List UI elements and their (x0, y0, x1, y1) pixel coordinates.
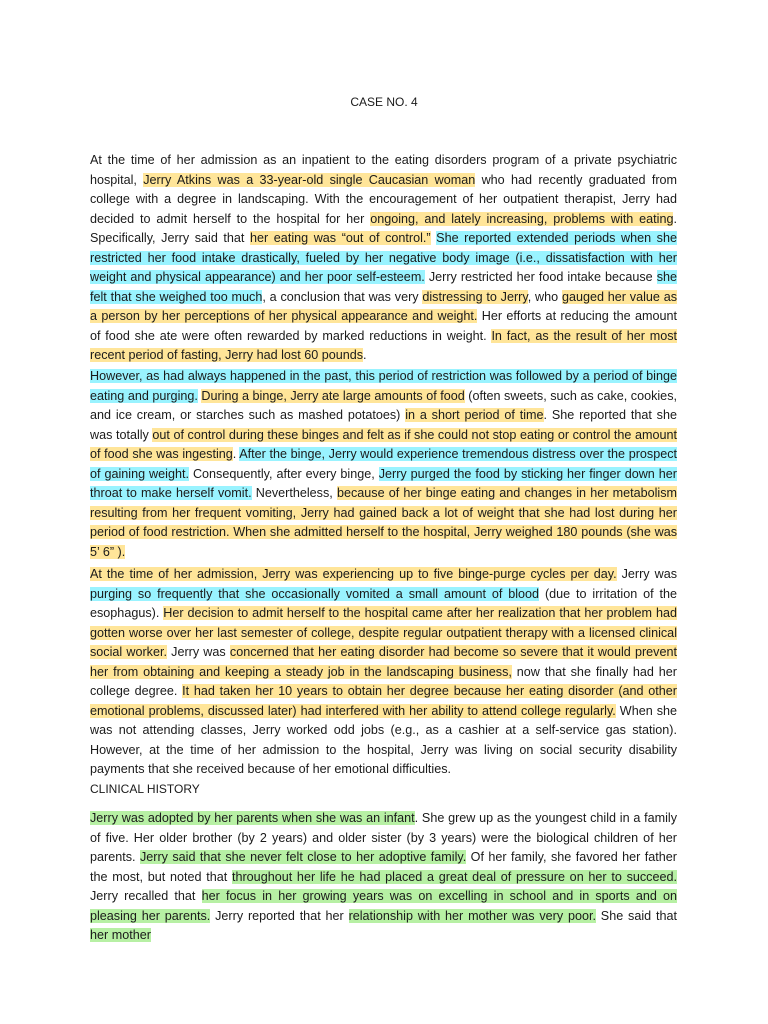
highlight-blue: purging so frequently that she occasionally vomited a small amount of blood (90, 586, 540, 601)
highlight-yellow: in a short period of time (405, 408, 544, 422)
text-run: now that she finally had her college degree. (90, 664, 677, 698)
paragraph (90, 565, 677, 780)
text-run: Jerry reported that her (210, 908, 349, 923)
text-run: , who (527, 289, 562, 304)
text-run: Jerry was (166, 645, 230, 659)
text-run: Consequently, after every binge, (188, 466, 379, 481)
highlight-yellow: In fact, as the result of her most recent period of fasting, Jerry had lost 60 pounds (90, 328, 677, 362)
text-run: When she was not attending classes, Jerry worked odd jobs (e.g., as a cashier at a self-service gas station). However, at the time of her admission to the hospital, Jerry was living on social security disability payments that she received because of her emotional difficulties. (90, 703, 678, 776)
highlight-blue: Jerry purged the food by sticking her finger down her throat to make herself vomit. (90, 466, 677, 500)
text-run: Jerry restricted her food intake because (424, 270, 657, 284)
highlight-green: relationship with her mother was very poor. (348, 908, 596, 923)
highlight-yellow: At the time of her admission, Jerry was experiencing up to five binge-purge cycles per day. (90, 567, 617, 581)
text-run: (due to irritation of the esophagus). (90, 586, 677, 620)
highlight-yellow: concerned that her eating disorder had become so severe that it would prevent her from obtaining and keeping a steady job in the landscaping business, (90, 645, 677, 679)
highlight-green: her mother (90, 928, 151, 942)
text-run: She said that (595, 908, 677, 923)
text-run: (often sweets, such as cake, cookies, and ice cream, or starches such as mashed potatoes) (90, 388, 677, 422)
text-run: Of her family, she favored her father the most, but noted that (90, 850, 677, 884)
text-run: . (232, 447, 240, 461)
text-run: Jerry recalled that (90, 889, 202, 903)
text-run: At the time of her admission as an inpatient to the eating disorders program of a private psychiatric hospital, (90, 153, 677, 187)
highlight-blue: However, as had always happened in the past, this period of restriction was followed by a period of binge eating and purging. (90, 369, 677, 403)
text-run: . She grew up as the youngest child in a family of five. Her older brother (by 2 years) and older sister (by 3 years) were the biological children of her parents. (90, 811, 677, 864)
highlight-green: her focus in her growing years was on excelling in school and in sports and on pleasing her parents. (90, 889, 677, 923)
text-run: . (363, 348, 367, 362)
text-run: . Specifically, Jerry said that (90, 211, 677, 245)
case-title: CASE NO. 4 (350, 95, 418, 109)
highlight-yellow: out of control during these binges and felt as if she could not stop eating or control the amount of food she was ingesting (90, 427, 677, 461)
highlight-yellow: Her decision to admit herself to the hospital came after her realization that her problem had gotten worse over her last semester of college, despite regular outpatient therapy with a licensed clinical social worker. (90, 606, 677, 659)
highlight-green: Jerry was adopted by her parents when she was an infant (90, 811, 415, 825)
highlight-yellow: It had taken her 10 years to obtain her degree because her eating disorder (and other emotional problems, discussed later) had interfered with her ability to attend college regularly. (90, 684, 677, 718)
text-run: . She reported that she was totally (90, 408, 677, 442)
highlight-yellow: distressing to Jerry (422, 289, 528, 304)
paragraph (90, 367, 677, 562)
paragraph (90, 809, 677, 946)
highlight-yellow: her eating was “out of control.” (250, 231, 431, 245)
highlight-yellow: gauged her value as a person by her perceptions of her physical appearance and weight. (90, 289, 677, 323)
highlight-blue: she felt that she weighed too much (90, 270, 677, 304)
paragraph (90, 151, 677, 366)
highlight-yellow: Jerry Atkins was a 33-year-old single Caucasian woman (143, 172, 476, 187)
highlight-yellow: During a binge, Jerry ate large amounts of food (201, 388, 465, 403)
highlight-green: Jerry said that she never felt close to her adoptive family. (139, 850, 467, 864)
highlight-green: throughout her life he had placed a great deal of pressure on her to succeed. (231, 869, 677, 884)
highlight-yellow: ongoing, and lately increasing, problems with eating (370, 211, 674, 226)
highlight-blue: After the binge, Jerry would experience tremendous distress over the prospect of gaining weight. (90, 447, 677, 481)
text-run: , a conclusion that was very (262, 289, 423, 304)
text-run: Jerry was (616, 567, 677, 581)
text-run: who had recently graduated from college with a degree in landscaping. With the encouragement of her outpatient therapist, Jerry had decided to admit herself to the hospital for her (90, 172, 678, 226)
section-heading: CLINICAL HISTORY (90, 782, 200, 796)
highlight-blue: She reported extended periods when she restricted her food intake drastically, fueled by her negative body image (i.e., dissatisfaction with her weight and physical appearance) and her poor self-esteem. (90, 231, 677, 284)
text-run: Nevertheless, (251, 486, 337, 500)
text-run: Her efforts at reducing the amount of food she ate were often rewarded by marked reductions in weight. (90, 309, 677, 343)
highlight-yellow: because of her binge eating and changes in her metabolism resulting from her frequent vomiting, Jerry had gained back a lot of weight that she had lost during her period of food restriction. When she admitted herself to the hospital, Jerry weighed 180 pounds (she was 5’ 6” ). (90, 486, 677, 559)
